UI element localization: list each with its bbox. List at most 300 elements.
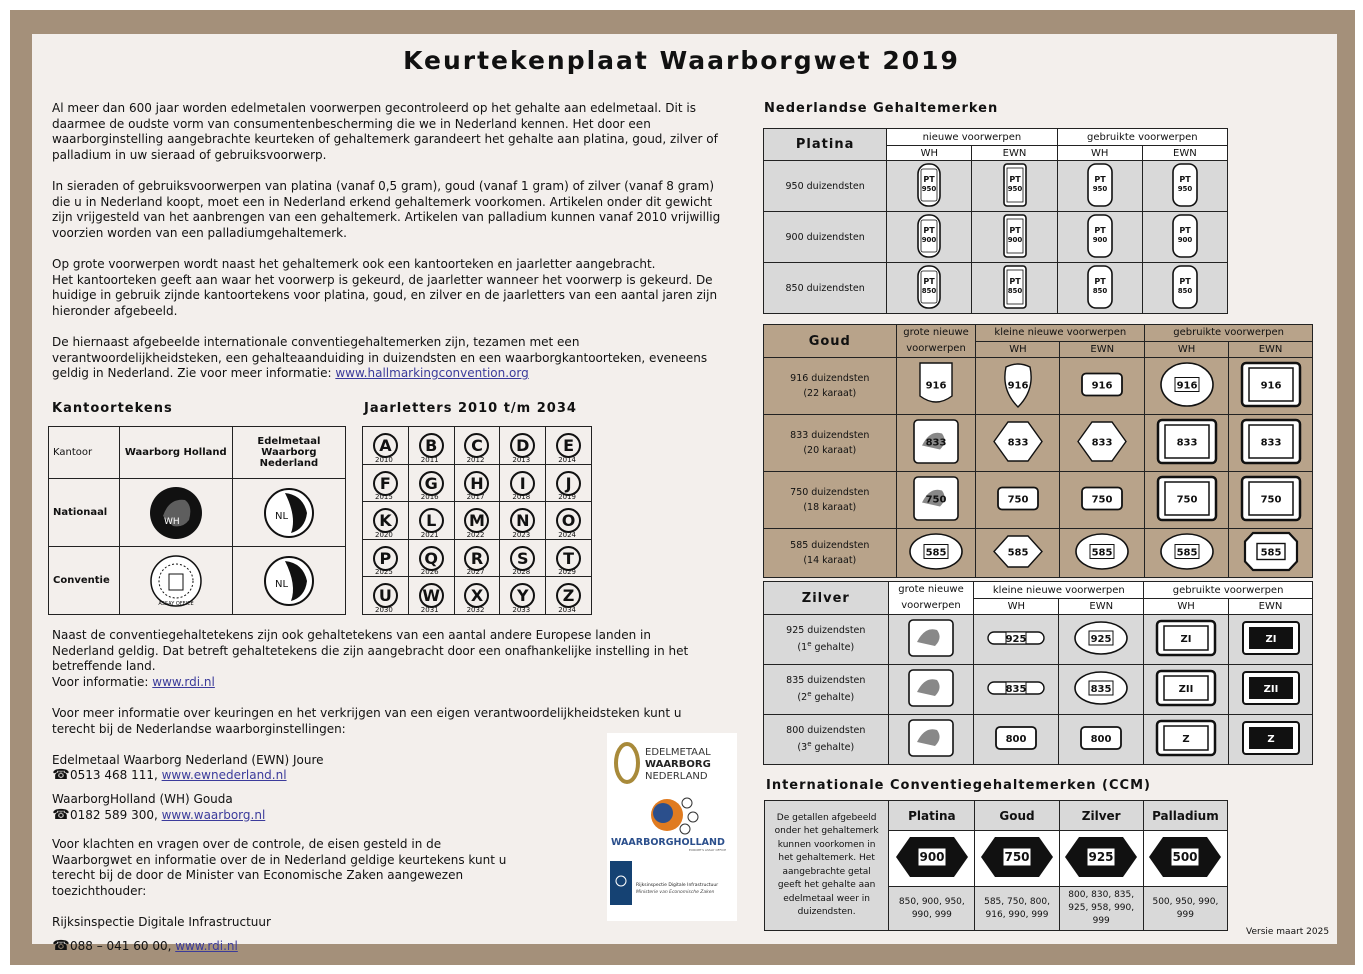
jaarletter: O [556, 508, 581, 533]
jaarletter: G [419, 471, 444, 496]
zilver-ewn-new-mark-value: 800 [1090, 734, 1112, 745]
goud-ewn-used-mark-value: 916 [1260, 380, 1281, 392]
zilver-ewn-used-mark-value: ZI [1265, 634, 1277, 645]
ccm-goud-mark-value: 750 [1004, 850, 1030, 864]
goud-grote-mark [905, 473, 967, 524]
goud-ewn-2: EWN [1229, 341, 1313, 358]
ewn-logo-line3: NEDERLAND [645, 771, 708, 782]
ewn-link[interactable]: www.ewnederland.nl [161, 768, 287, 783]
row-label [764, 263, 887, 314]
platina-ewn-new-mark-pt: PT [1008, 174, 1021, 184]
ccm-header-zilver: Zilver [1059, 801, 1143, 831]
platina-wh-new-mark-pt: PT [923, 225, 936, 235]
intro-paragraph-2: In sieraden of gebruiksvoorwerpen van platina (vanaf 0,5 gram), goud (vanaf 1 gram) of zilver (vanaf 8 gram) die u in Nederland koopt, moet een in Nederland erkend gehaltemerk voorkomen. Artikelen onder dit gewicht zijn vrijgesteld van het aanbrengen van een gehaltemerk. Artikelen van palladium kunnen vanaf 2010 vrijwillig voorzien worden van een palladiumgehaltemerk. [52, 178, 721, 240]
mark-cell [1145, 529, 1229, 578]
lower-paragraph-2: Voor meer informatie over keuringen en het verkrijgen van een eigen verantwoordelijkheidsteken kunt u terecht bij de Nederlandse waarborginstellingen: [52, 705, 682, 736]
sub-pre: (3 [797, 742, 808, 754]
zilver-wh-used-mark-value: ZI [1180, 634, 1192, 645]
platina-ewn-new-mark [1000, 162, 1030, 208]
ccm-values-list: 585, 750, 800, 916, 990, 999 [975, 887, 1059, 931]
jaarletter-year: 2025 [375, 568, 393, 576]
platina-wh-1: WH [887, 146, 972, 161]
jaarletter-year: 2022 [466, 530, 485, 539]
goud-table [763, 324, 1313, 578]
platina-ewn-new-mark [1000, 264, 1030, 310]
jaarletter-cell [546, 577, 592, 615]
ccm-header-palladium: Palladium [1143, 801, 1227, 831]
jaarletter: J [556, 471, 581, 496]
mark-cell [1144, 615, 1229, 665]
platina-wh-used-mark-pt: PT [1094, 174, 1106, 184]
goud-wh-2: WH [1145, 341, 1229, 358]
platina-wh-new-mark-pt: PT [923, 276, 936, 286]
wh-link[interactable]: www.waarborg.nl [161, 807, 266, 822]
goud-ewn-new-mark [1071, 530, 1133, 573]
jaarletter: H [464, 471, 489, 496]
jaarletter-year: 2026 [420, 568, 439, 576]
zilver-ewn-new-mark [1068, 668, 1134, 708]
goud-ewn-new-mark-value: 750 [1091, 494, 1113, 506]
jaarletter: P [373, 546, 398, 571]
goud-grote-mark-value: 833 [925, 437, 947, 449]
platina-wh-used-mark [1085, 264, 1115, 310]
goud-wh-used-mark [1156, 530, 1218, 573]
sub-sup: e [807, 740, 812, 749]
row-label-sub: (18 karaat) [803, 502, 857, 513]
row-label-sub [764, 690, 888, 703]
goud-wh-used-mark-value: 750 [1176, 494, 1198, 506]
row-label-sub [764, 640, 888, 653]
mark-cell [976, 415, 1060, 472]
goud-ewn-new-mark-value: 585 [1091, 547, 1113, 559]
jaarletter: T [556, 546, 581, 571]
jaarletter-year: 2028 [512, 568, 531, 576]
platina-ewn-new-mark-pt: PT [1008, 276, 1021, 286]
jaarletter-year: 2020 [375, 530, 393, 539]
jaarletter-year: 2017 [466, 493, 485, 501]
jaarletter-cell [363, 577, 409, 615]
zilver-grote-mark [901, 666, 961, 710]
ewn-header: Edelmetaal Waarborg Nederland [232, 427, 345, 479]
goud-wh-new-mark-value: 585 [1007, 547, 1029, 559]
intro-p3a: Op grote voorwerpen wordt naast het gehaltemerk ook een kantoorteken en jaarletter aangebracht. [52, 256, 656, 271]
sub-sup: e [807, 640, 812, 649]
jaarletter-cell [363, 539, 409, 577]
platina-wh-new-mark [914, 264, 944, 310]
zilver-ewn-used-mark-value: ZII [1263, 684, 1278, 695]
goud-grote-mark [905, 359, 967, 410]
platina-ewn-used-mark [1170, 213, 1200, 259]
jaarletter-cell [546, 464, 592, 502]
jaarletter-cell [363, 464, 409, 502]
jaarletter-cell [500, 502, 546, 540]
mark-cell [1057, 212, 1142, 263]
goud-wh-new-mark-value: 750 [1007, 494, 1029, 506]
lower-p1: Naast de conventiegehaltetekens zijn ook gehaltetekens van een aantal andere Europese landen in Nederland geldig. Dat betreft gehaltetekens die zijn aangebracht door een onafhankelijke instelling in het betreffende land. [52, 628, 689, 674]
goud-ewn-used-mark-value: 833 [1260, 437, 1281, 449]
zilver-wh-used-mark [1153, 717, 1219, 759]
jaarletter: D [510, 433, 535, 458]
platina-ewn-new-mark [1000, 213, 1030, 259]
jaarletter-year: 2032 [466, 605, 485, 614]
rdi-logo-icon [610, 861, 632, 905]
sub-pre: (1 [797, 642, 808, 654]
platina-ewn-used-mark-pt: PT [1179, 225, 1191, 235]
hallmarking-link[interactable]: www.hallmarkingconvention.org [335, 366, 529, 381]
goud-grote-header: grote nieuwe voorwerpen [896, 325, 976, 358]
zilver-wh-new-mark-value: 835 [1005, 684, 1027, 695]
jaarletter-cell [408, 577, 454, 615]
platina-ewn-used-mark-value: 900 [1177, 235, 1193, 244]
row-label-main: 750 duizendsten [790, 487, 870, 498]
platina-nieuw-header: nieuwe voorwerpen [887, 129, 1057, 146]
row-label-main: 850 duizendsten [785, 282, 865, 294]
row-label [764, 615, 889, 665]
jaarletter-cell [454, 539, 500, 577]
zilver-wh-1: WH [974, 599, 1059, 615]
zilver-label: Zilver [764, 582, 889, 615]
goud-ewn-1: EWN [1060, 341, 1145, 358]
jaarletter-cell [454, 502, 500, 540]
zilver-table [763, 581, 1313, 765]
mark-cell [888, 715, 974, 765]
platina-wh-used-mark [1085, 162, 1115, 208]
sub-sup: e [807, 690, 812, 699]
ewn-conventie-mark [232, 547, 345, 615]
goud-ewn-used-mark [1240, 473, 1302, 524]
row-label [764, 161, 887, 212]
platina-ewn-1: EWN [972, 146, 1057, 161]
ewn-phone: 0513 468 111, [70, 768, 162, 783]
ccm-platina-mark-value: 900 [919, 850, 945, 864]
jaarletter: Q [419, 546, 444, 571]
row-label [764, 415, 897, 472]
ccm-heading: Internationale Conventiegehaltemerken (CCM) [766, 778, 1151, 793]
wh-phone: 0182 589 300, [70, 807, 162, 822]
mark-cell [1060, 529, 1145, 578]
ewn-name: Edelmetaal Waarborg Nederland (EWN) Joure [52, 752, 324, 767]
platina-wh-used-mark-pt: PT [1094, 225, 1106, 235]
mark-cell [1229, 415, 1313, 472]
ccm-zilver-mark [1061, 832, 1141, 882]
jaarletter-year: 2012 [466, 455, 485, 464]
jaarletter-cell [500, 539, 546, 577]
rdi-contact [52, 939, 712, 955]
zilver-ewn-used-mark-value: Z [1266, 734, 1275, 745]
goud-label: Goud [764, 325, 897, 358]
ewn-logo-icon [616, 744, 638, 782]
zilver-wh-used-mark-value: ZII [1178, 684, 1194, 695]
mark-cell [1142, 212, 1227, 263]
goud-wh-used-mark [1156, 359, 1218, 410]
row-label [764, 529, 897, 578]
lower-paragraph-1 [52, 628, 712, 690]
goud-grote-mark-value: 750 [925, 494, 947, 506]
zilver-ewn-new-mark-value: 835 [1090, 684, 1112, 695]
ccm-values-list: 800, 830, 835, 925, 958, 990, 999 [1059, 887, 1143, 931]
jaarletter: R [464, 546, 489, 571]
jaarletter-year: 2031 [420, 605, 439, 614]
intro-paragraph-1: Al meer dan 600 jaar worden edelmetalen voorwerpen gecontroleerd op het gehalte aan edelmetaal. Dit is daarmee de oudste vorm van consumentenbescherming die we in Nederland kennen. Het door een waarborginstelling aangebrachte keurteken of gehaltemerk garandeert het gehalte aan platina, goud, zilver of palladium in uw sieraad of gebruiksvoorwerp. [52, 101, 718, 162]
zilver-wh-new-mark-value: 925 [1005, 634, 1027, 645]
platina-ewn-2: EWN [1142, 146, 1227, 161]
platina-wh-used-mark-value: 900 [1092, 235, 1107, 244]
nl-gehaltemerken-heading: Nederlandse Gehaltemerken [764, 101, 999, 116]
mark-cell [972, 212, 1057, 263]
goud-grote-mark-value: 585 [925, 547, 947, 559]
row-label-sub [764, 740, 888, 753]
jaarletter-cell [454, 427, 500, 465]
ccm-table [764, 800, 1228, 931]
intro-paragraph-4 [52, 335, 722, 382]
jaarletter: Z [556, 583, 581, 608]
mark-cell [1145, 472, 1229, 529]
mark-cell [1059, 615, 1144, 665]
rdi-logo-line1: Rijksinspectie Digitale Infrastructuur [636, 883, 719, 888]
platina-wh-new-mark [914, 162, 944, 208]
zilver-ewn-1: EWN [1059, 599, 1144, 615]
institution-logos [607, 733, 737, 921]
page-title: Keurtekenplaat Waarborgwet 2019 [403, 46, 960, 75]
ewn-nationaal-mark [232, 479, 345, 547]
jaarletter: M [464, 508, 489, 533]
ewn-logo-line2: WAARBORG [645, 759, 711, 770]
ewn-nationaal-text: NL [274, 510, 288, 522]
mark-cell [1142, 263, 1227, 314]
jaarletter-cell [546, 539, 592, 577]
jaarletter-year: 2016 [420, 493, 439, 501]
goud-wh-1: WH [976, 341, 1060, 358]
goud-wh-new-mark [987, 359, 1049, 410]
jaarletter-cell [363, 502, 409, 540]
zilver-wh-used-mark-value: Z [1182, 734, 1190, 745]
jaarletter-year: 2021 [420, 530, 439, 539]
platina-wh-used-mark [1085, 213, 1115, 259]
platina-wh-used-mark-pt: PT [1094, 276, 1106, 286]
row-label [764, 665, 889, 715]
sub-post: gehalte) [811, 642, 855, 654]
row-label [764, 472, 897, 529]
ccm-palladium-mark [1145, 832, 1225, 882]
mark-cell [1229, 715, 1313, 765]
jaarletter-cell [408, 464, 454, 502]
platina-label: Platina [764, 129, 887, 161]
intro-p3b: Het kantoorteken geeft aan waar het voorwerp is gekeurd, de jaarletter wanneer het voorwerp is gekeurd. De huidige in gebruik zijnde kantoortekens voor platina, goud, en zilver en de jaarletters van een aantal jaren zijn hieronder afgebeeld. [52, 272, 718, 318]
jaarletter-year: 2024 [558, 530, 577, 539]
zilver-ewn-used-mark [1238, 717, 1304, 759]
zilver-ewn-new-mark [1068, 718, 1134, 758]
wh-logo-text: WAARBORGHOLLAND [611, 837, 725, 848]
goud-wh-new-mark-value: 916 [1007, 380, 1029, 392]
jaarletter-cell [500, 577, 546, 615]
jaarletter-year: 2015 [375, 493, 393, 501]
platina-wh-new-mark [914, 213, 944, 259]
kantoortekens-table [48, 426, 346, 615]
jaarletter: A [373, 433, 398, 458]
platina-wh-new-mark-value: 950 [922, 184, 937, 193]
goud-wh-new-mark [987, 473, 1049, 524]
jaarletter: W [419, 583, 444, 608]
ccm-description: De getallen afgebeeld onder het gehaltemerk kunnen voorkomen in het gehaltemerk. Het aangebrachte getal geeft het gehalte aan edelmetaal weer in duizendsten. [765, 801, 889, 931]
zilver-gebruikt-header: gebruikte voorwerpen [1144, 582, 1313, 599]
row-label-main: 800 duizendsten [786, 725, 866, 737]
goud-grote-mark [905, 530, 967, 573]
mark-cell [976, 358, 1060, 415]
rdi-phone: 088 – 041 60 00, [70, 938, 176, 953]
zilver-ewn-2: EWN [1229, 599, 1313, 615]
jaarletter: L [419, 508, 444, 533]
jaarletters-table [362, 426, 592, 615]
platina-wh-new-mark-pt: PT [923, 174, 936, 184]
jaarletter-year: 2011 [420, 455, 439, 464]
mark-cell [1059, 665, 1144, 715]
mark-cell [888, 665, 974, 715]
wh-name: WaarborgHolland (WH) Gouda [52, 791, 233, 806]
phone-icon: ☎ [52, 806, 70, 823]
jaarletter-cell [408, 502, 454, 540]
nationaal-label: Nationaal [49, 479, 120, 547]
jaarletter: I [510, 471, 535, 496]
zilver-grote-header: grote nieuwe voorwerpen [888, 582, 974, 615]
mark-cell [1142, 161, 1227, 212]
mark-cell [1057, 161, 1142, 212]
jaarletter-cell [408, 427, 454, 465]
row-label-main: 900 duizendsten [785, 231, 865, 243]
goud-ewn-new-mark [1071, 473, 1133, 524]
jaarletter-cell [546, 427, 592, 465]
jaarletter-year: 2019 [558, 493, 577, 501]
zilver-grote-mark [901, 716, 961, 760]
row-label-main: 833 duizendsten [790, 430, 870, 441]
mark-cell [1145, 415, 1229, 472]
rdi-logo-line2: Ministerie van Economische Zaken [636, 890, 715, 895]
mark-cell [1145, 358, 1229, 415]
jaarletter-cell [454, 464, 500, 502]
mark-cell [896, 472, 976, 529]
mark-cell [975, 831, 1059, 887]
rdi-link-2[interactable]: www.rdi.nl [175, 938, 238, 953]
row-label-main: 925 duizendsten [786, 625, 866, 637]
mark-cell [974, 615, 1059, 665]
jaarletter-year: 2013 [512, 455, 531, 464]
sub-post: gehalte) [811, 692, 855, 704]
zilver-ewn-used-mark [1238, 667, 1304, 709]
zilver-wh-new-mark-value: 800 [1005, 734, 1027, 745]
goud-wh-used-mark [1156, 416, 1218, 467]
jaarletter: Y [510, 583, 535, 608]
jaarletter-year: 2034 [558, 605, 577, 614]
jaarletter-cell [363, 427, 409, 465]
intro-p4: De hiernaast afgebeelde internationale conventiegehaltemerken zijn, tezamen met een verantwoordelijkheidsteken, een gehalteaanduiding in duizendsten en een waarborgkantoorteken, eveneens geldig in Nederland. Zie voor meer informatie: [52, 334, 708, 381]
ccm-header-goud: Goud [975, 801, 1059, 831]
mark-cell [974, 665, 1059, 715]
platina-table [763, 128, 1228, 314]
wh-conventie-mark [119, 547, 232, 615]
mark-cell [1060, 415, 1145, 472]
ccm-zilver-mark-value: 925 [1088, 850, 1114, 864]
goud-ewn-used-mark [1240, 530, 1302, 573]
jaarletter-cell [500, 464, 546, 502]
goud-grote-mark [905, 416, 967, 467]
jaarletter-cell [408, 539, 454, 577]
zilver-wh-new-mark [983, 718, 1049, 758]
jaarletter-year: 2023 [512, 530, 531, 539]
jaarletter: E [556, 433, 581, 458]
goud-wh-new-mark [987, 416, 1049, 467]
wh-logo-sub: EUROPE'S ASSAY OFFICE [689, 848, 727, 852]
lower-paragraph-3: Voor klachten en vragen over de controle, de eisen gesteld in de Waarborgwet en informatie over de in Nederland geldige keurtekens kunt u terecht bij de door de Minister van Economische Zaken aangewezen toezichthouder: [52, 837, 507, 898]
row-label-sub: (20 karaat) [803, 445, 857, 456]
mark-cell [1144, 715, 1229, 765]
zilver-ewn-new-mark-value: 925 [1090, 634, 1112, 645]
conventie-label: Conventie [49, 547, 120, 615]
mark-cell [888, 615, 974, 665]
jaarletter-cell [500, 427, 546, 465]
row-label [764, 715, 889, 765]
platina-wh-new-mark-value: 850 [922, 286, 937, 295]
kantoortekens-heading: Kantoortekens [52, 401, 173, 416]
mark-cell [1229, 615, 1313, 665]
platina-ewn-new-mark-pt: PT [1008, 225, 1021, 235]
ccm-platina-mark [892, 832, 972, 882]
goud-wh-used-mark-value: 585 [1176, 547, 1198, 559]
version-label: Versie maart 2025 [1246, 927, 1330, 937]
zilver-wh-new-mark [983, 668, 1049, 708]
platina-wh-used-mark-value: 850 [1092, 286, 1107, 295]
platina-gebruikt-header: gebruikte voorwerpen [1057, 129, 1227, 146]
phone-icon: ☎ [52, 767, 70, 784]
jaarletter: S [510, 546, 535, 571]
mark-cell [1057, 263, 1142, 314]
row-label-main: 585 duizendsten [790, 540, 870, 551]
platina-wh-new-mark-value: 900 [922, 235, 937, 244]
jaarletter-year: 2010 [375, 455, 393, 464]
jaarletter-year: 2027 [466, 568, 485, 576]
jaarletter: K [373, 508, 398, 533]
mark-cell [976, 472, 1060, 529]
phone-icon: ☎ [52, 937, 70, 954]
mark-cell [976, 529, 1060, 578]
goud-wh-new-mark-value: 833 [1007, 437, 1029, 449]
jaarletter-year: 2030 [375, 605, 393, 614]
mark-cell [1229, 665, 1313, 715]
goud-wh-used-mark-value: 916 [1176, 380, 1198, 392]
mark-cell [889, 831, 975, 887]
intro-text [52, 101, 722, 397]
mark-cell [896, 415, 976, 472]
row-label-main: 835 duizendsten [786, 675, 866, 687]
mark-cell [972, 161, 1057, 212]
ccm-palladium-mark-value: 500 [1172, 850, 1198, 864]
goud-wh-new-mark [987, 530, 1049, 573]
lower-p1-info: Voor informatie: [52, 674, 153, 689]
ewn-conventie-text: NL [274, 578, 288, 590]
rdi-link-1[interactable]: www.rdi.nl [152, 674, 215, 689]
jaarletter-year: 2033 [512, 605, 531, 614]
platina-ewn-used-mark [1170, 162, 1200, 208]
goud-ewn-used-mark-value: 585 [1260, 547, 1281, 559]
goud-ewn-new-mark-value: 833 [1091, 437, 1113, 449]
wh-nationaal-mark [119, 479, 232, 547]
platina-ewn-new-mark-value: 900 [1007, 235, 1022, 244]
platina-ewn-used-mark-pt: PT [1179, 174, 1191, 184]
goud-ewn-used-mark [1240, 416, 1302, 467]
zilver-wh-new-mark [983, 618, 1049, 658]
platina-ewn-new-mark-value: 950 [1007, 184, 1022, 193]
zilver-ewn-used-mark [1238, 617, 1304, 659]
row-label-main: 950 duizendsten [785, 180, 865, 192]
jaarletter: C [464, 433, 489, 458]
